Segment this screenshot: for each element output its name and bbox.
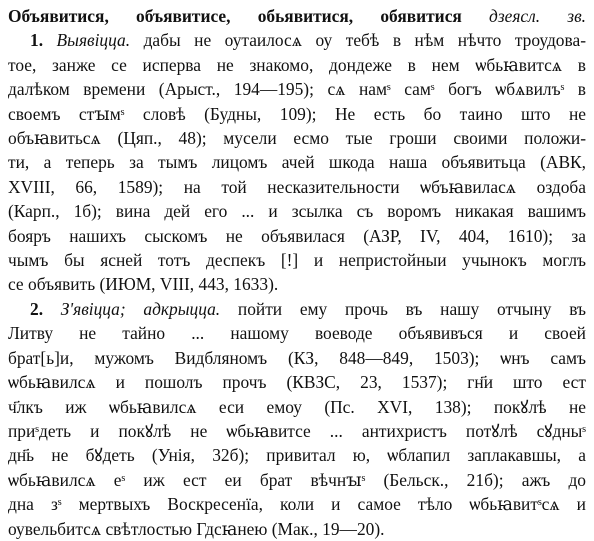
sense-text: дабы не оутаилосѧ оу тебѣ в нѣм нѣчто троудова- — [143, 30, 586, 51]
grammar-label: дзеясл. зв. — [489, 6, 586, 26]
sense-2-line-1 — [8, 297, 586, 321]
sense-2-line-4: ѡбьꙗвилсѧ и пошолъ прочъ (КВЗС, 23, 1537); гн҃и што ест — [8, 372, 586, 393]
sense-number: 2. — [30, 298, 44, 319]
sense-number: 1. — [30, 30, 44, 51]
entry-header-line — [8, 4, 586, 28]
sense-1-line-1 — [8, 28, 586, 52]
sense-2-line-7: дн҃ь не бꙋдеть (Унія, 32б); привитал ю, ѡблапил заплакавшы, а — [8, 445, 586, 466]
sense-1-line-3: далѣком времени (Арыст., 194—195); сѧ намˢ самˢ богъ ѡбѧвилъˢ в — [8, 79, 586, 100]
sense-1-line-4: своемъ стꙑмˢ словѣ (Будны, 109); Не есть бо таино што не — [8, 103, 586, 124]
headword: Объявитися, объявитисе, обьявитися, обявитися — [8, 6, 462, 26]
sense-2-line-10: оувельбитсѧ свѣтлостью Гдсꙗнею (Мак., 19—20). — [8, 518, 385, 539]
sense-1-line-2: тое, занже се исперва не знакомо, дондеже в нем ѡбьꙗвитсѧ в — [8, 54, 586, 75]
sense-1-line-6: ти, а теперь за тымъ лицомъ ачей шкода наша объявитьца (АВК, — [8, 152, 586, 173]
sense-2-line-6: приˢдеть и покꙋлѣ не ѡбьꙗвитсе ... антихристъ потꙋлѣ сꙋдныˢ — [8, 420, 586, 441]
sense-1-line-10: чымъ бы ясней тотъ деспекъ [!] и непристойныи учынокъ моглъ — [8, 250, 586, 271]
sense-1-line-9: бояръ нашихъ сыскомъ не объявилася (АЗР, IV, 404, 1610); за — [8, 225, 586, 246]
sense-gloss: З'явіцца; адкрыцца. — [60, 298, 221, 319]
sense-2-line-2: Литву не тайно ... нашому воеводе объявивъся и своей — [8, 323, 586, 344]
sense-2-line-9: дна зˢ мертвыхъ Воскресенїа, коли и самое тѣло ѡбьꙗвитˢсѧ и — [8, 494, 586, 515]
sense-1-line-5: объꙗвитьсѧ (Цяп., 48); мусели есмо тые гроши своими положи- — [8, 128, 586, 149]
sense-gloss: Выявіцца. — [56, 30, 131, 51]
sense-1-line-11: се объявить (ИЮМ, VIII, 443, 1633). — [8, 274, 279, 295]
sense-2-line-5: ч҃лкъ иж ѡбьꙗвилсѧ еси емоу (Пс. XVI, 138); покꙋлѣ не — [8, 396, 586, 417]
sense-1-line-8: (Карп., 1б); вина дей его ... и зсылка съ воромъ никакая вашимъ — [8, 201, 586, 222]
sense-2-line-8: ѡбьꙗвилсѧ еˢ иж ест еи брат вѣчнꙑˢ (Бельск., 21б); ажъ до — [8, 469, 586, 490]
sense-1-line-7: XVIII, 66, 1589); на той несказительности ѡбъꙗвиласѧ оздоба — [8, 176, 586, 197]
sense-2-line-3: брат[ь]и, мужомъ Видбляномъ (КЗ, 848—849, 1503); ѡнъ самъ — [8, 347, 586, 368]
sense-text: пойти ему прочь въ нашу отчыну въ — [237, 298, 586, 319]
